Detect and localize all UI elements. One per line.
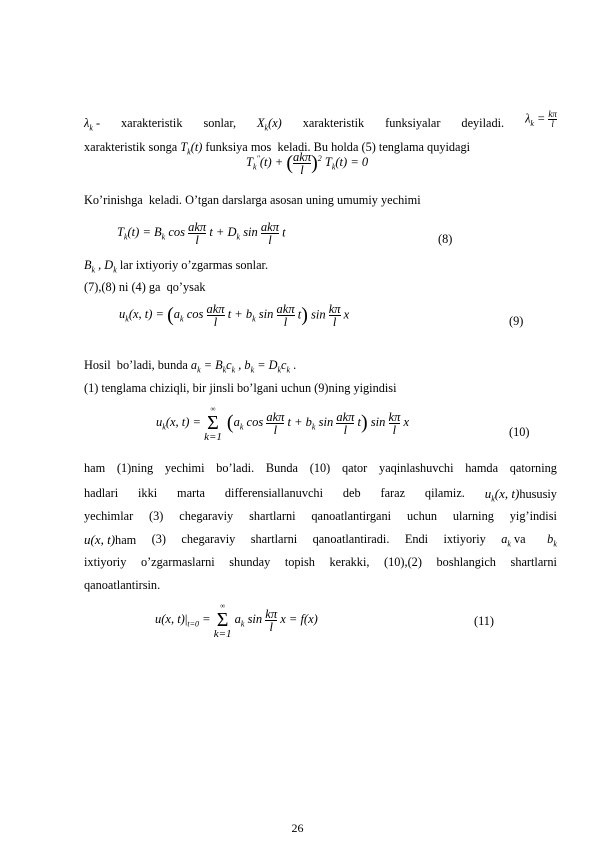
text-line-7: (1) tenglama chiziqli, bir jinsli bo’lgani uchun (9)ning yigindisi [84,381,397,395]
text-line-11: u(x, t)ham (3) chegaraviy shartlarni qanoatlantiradi. Endi ixtiyoriy $a_k$ va $b_k$ [84,532,557,549]
text-line-6: Hosil bo’ladi, bunda $a_k = B_kc_k$ , $b_k = D_kc_k$ . [84,358,297,375]
equation-ode: $T_k''(t)$ + ( akπ l )$^2$ $T_k(t) = 0$ [246,150,369,177]
text-line-1: $\lambda_k$ - xarakteristik sonlar, $X_k(x)$ xarakteristik funksiyalar deyiladi. $\lambda_k$ = $\frac{k\pi}{l}$ [84,109,557,133]
equation-11-number: (11) [474,614,495,628]
text-line-4: $B_k$ , $D_k$ lar ixtiyoriy o’zgarmas sonlar. [84,258,269,275]
text-line-2: xarakteristik songa $T_k(t)$ funksiya mos keladi. Bu holda (5) tenglama quyidagi [84,140,471,157]
text-line-8: ham (1)ning yechimi bo’ladi. Bunda (10) qator yaqinlashuvchi hamda qatorning [84,461,557,475]
text-line-12: ixtiyoriy o’zgarmaslarni shunday topish kerakki, (10),(2) boshlangich shartlarni [84,555,557,569]
text-line-10: yechimlar (3) chegaraviy shartlarni qanoatlantirgani uchun ularning yig’indisi [84,509,557,523]
equation-9-number: (9) [509,314,524,328]
equation-11: u(x, $t)|_{t=0}$ = ∞ Σ k=1 $a_k$ sin $\frac{k\pi}{l}$ x = f(x) [155,602,318,640]
equation-10-number: (10) [509,425,530,439]
text-line-9: hadlari ikki marta differensiallanuvchi deb faraz qilamiz. $u_k(x$, t)hususiy [84,486,557,504]
text-line-3: Ko’rinishga keladi. O’tgan darslarga asosan uning umumiy yechimi [84,193,421,207]
text-line-13: qanoatlantirsin. [84,578,161,592]
equation-9: $u_k(x$, $t) = (a_k$ cos akπ l $t + b_k$ sin akπ l t) sin $\frac{k\pi}{l}$ x [119,302,350,329]
page-number: 26 [291,821,304,835]
equation-8: $T_k(t) = B_k$ cos akπ l $t + D_k$ sin akπ l t [117,220,286,247]
equation-10: $u_k(x$, t) = ∞ Σ k=1 ($a_k$ cos akπ l $t + b_k$ sin akπ l t) sin $\frac{k\pi}{l}$ x [156,405,410,443]
equation-8-number: (8) [438,232,453,246]
text-line-5: (7),(8) ni (4) ga qo’ysak [84,280,206,294]
